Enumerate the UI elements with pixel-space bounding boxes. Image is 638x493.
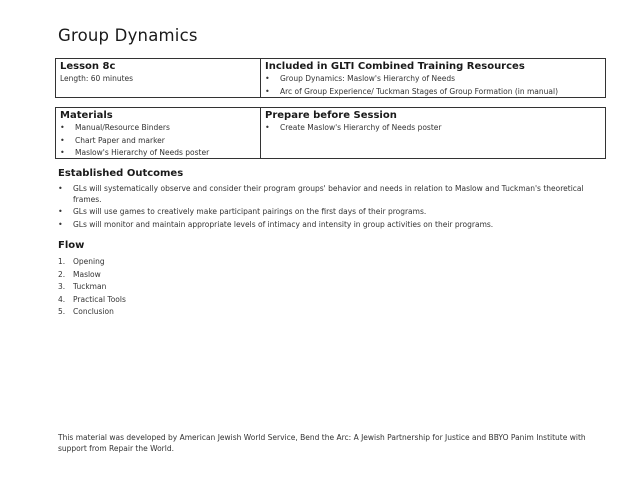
lesson-length: Length: 60 minutes	[60, 74, 134, 83]
included-resources-cell	[261, 59, 605, 97]
list-item	[58, 306, 126, 319]
item-label: Tuckman	[73, 282, 107, 291]
list-item: • Group Dynamics: Maslow's Hierarchy of Needs	[265, 73, 601, 86]
outcomes-heading: Established Outcomes	[58, 168, 184, 179]
list-item: • Maslow's Hierarchy of Needs poster	[60, 147, 256, 160]
flow-list	[58, 256, 126, 319]
list-item: • GLs will systematically observe and consider their program groups' behavior and needs in relation to Maslow and Tuckman's theoretical frames.	[58, 184, 598, 205]
footer-note: This material was developed by American Jewish World Service, Bend the Arc: A Jewish Partnership for Justice and BBYO Panim Institute with support from Repair the World.	[58, 433, 586, 453]
item-label: Conclusion	[73, 307, 114, 316]
item-number: 4.	[58, 294, 66, 304]
lesson-cell	[56, 59, 261, 97]
item-number: 5.	[58, 307, 66, 316]
item-label: Practical Tools	[73, 294, 126, 304]
materials-list	[60, 122, 256, 160]
outcomes-list	[58, 184, 598, 232]
list-item: • Manual/Resource Binders	[60, 122, 256, 135]
list-item	[58, 294, 126, 307]
item-number: 1.	[58, 257, 66, 266]
prepare-cell	[261, 108, 605, 158]
list-item: • Chart Paper and marker	[60, 135, 256, 148]
page-title: Group Dynamics	[58, 26, 198, 45]
lesson-info-table	[55, 58, 606, 98]
item-label: Opening	[73, 257, 105, 266]
included-resources-list	[265, 73, 601, 98]
flow-heading: Flow	[58, 240, 85, 251]
lesson-heading: Lesson 8c	[60, 61, 116, 72]
prepare-heading: Prepare before Session	[265, 110, 397, 121]
list-item	[58, 256, 126, 269]
item-number: 3.	[58, 282, 66, 291]
included-resources-heading: Included in GLTI Combined Training Resources	[265, 61, 525, 72]
list-item: • Create Maslow's Hierarchy of Needs poster	[265, 122, 601, 135]
list-item	[58, 269, 126, 282]
list-item: • Arc of Group Experience/ Tuckman Stages of Group Formation (in manual)	[265, 86, 601, 99]
item-label: Maslow	[73, 269, 101, 279]
list-item	[58, 281, 126, 294]
materials-table	[55, 107, 606, 159]
materials-heading: Materials	[60, 110, 113, 121]
list-item: • GLs will use games to creatively make participant pairings on the first days of their programs.	[58, 207, 598, 218]
item-number: 2.	[58, 269, 66, 279]
materials-cell	[56, 108, 261, 158]
list-item: • GLs will monitor and maintain appropriate levels of intimacy and intensity in group activities on their programs.	[58, 220, 598, 231]
prepare-list	[265, 122, 601, 135]
